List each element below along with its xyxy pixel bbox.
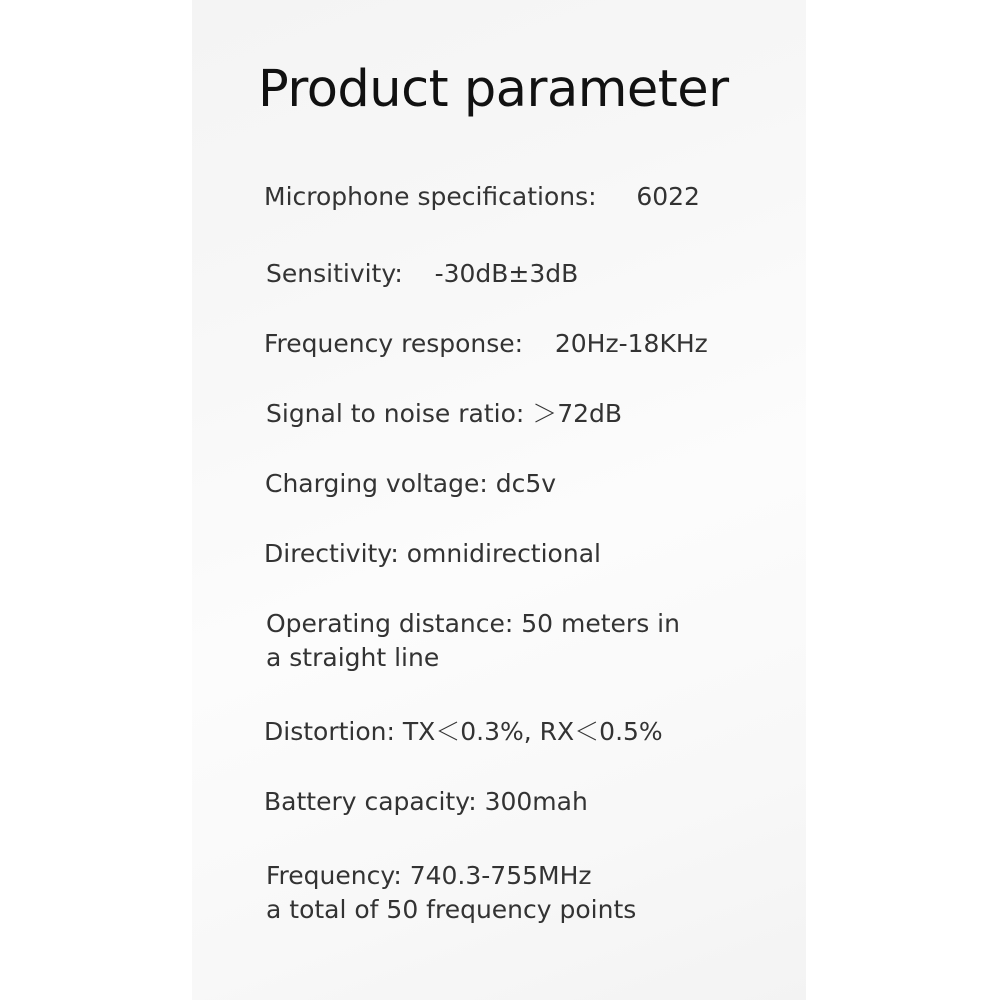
spec-distortion bbox=[264, 715, 663, 749]
spec-microphone bbox=[264, 180, 700, 214]
spec-label: Frequency response: bbox=[264, 329, 524, 358]
spec-snr bbox=[266, 397, 622, 431]
spec-value: omnidirectional bbox=[406, 539, 601, 568]
page-title: Product parameter bbox=[258, 60, 729, 119]
spec-label: Microphone specifications: bbox=[264, 182, 597, 211]
spec-value: -30dB±3dB bbox=[434, 259, 579, 288]
spec-line: Frequency: 740.3-755MHz bbox=[266, 861, 592, 890]
spec-line: a straight line bbox=[266, 643, 440, 672]
spec-sensitivity bbox=[266, 257, 578, 291]
spec-label: Battery capacity: bbox=[264, 787, 477, 816]
spec-charging-voltage bbox=[265, 467, 556, 501]
spec-label: Charging voltage: bbox=[265, 469, 488, 498]
spec-line: Operating distance: 50 meters in bbox=[266, 609, 680, 638]
spec-label: Directivity: bbox=[264, 539, 399, 568]
spec-label: Sensitivity: bbox=[266, 259, 403, 288]
spec-label: Distortion: bbox=[264, 717, 395, 746]
spec-value: 6022 bbox=[636, 182, 700, 211]
spec-value: TX＜0.3%, RX＜0.5% bbox=[402, 717, 663, 746]
spec-battery-capacity bbox=[264, 785, 588, 819]
spec-value: 300mah bbox=[484, 787, 588, 816]
spec-operating-distance bbox=[266, 607, 680, 675]
spec-value: 20Hz-18KHz bbox=[554, 329, 708, 358]
spec-line: a total of 50 frequency points bbox=[266, 895, 637, 924]
spec-label: Signal to noise ratio: bbox=[266, 399, 525, 428]
spec-frequency-response bbox=[264, 327, 708, 361]
spec-value: dc5v bbox=[495, 469, 557, 498]
spec-directivity bbox=[264, 537, 601, 571]
spec-frequency bbox=[266, 859, 636, 927]
spec-value: ＞72dB bbox=[532, 399, 623, 428]
